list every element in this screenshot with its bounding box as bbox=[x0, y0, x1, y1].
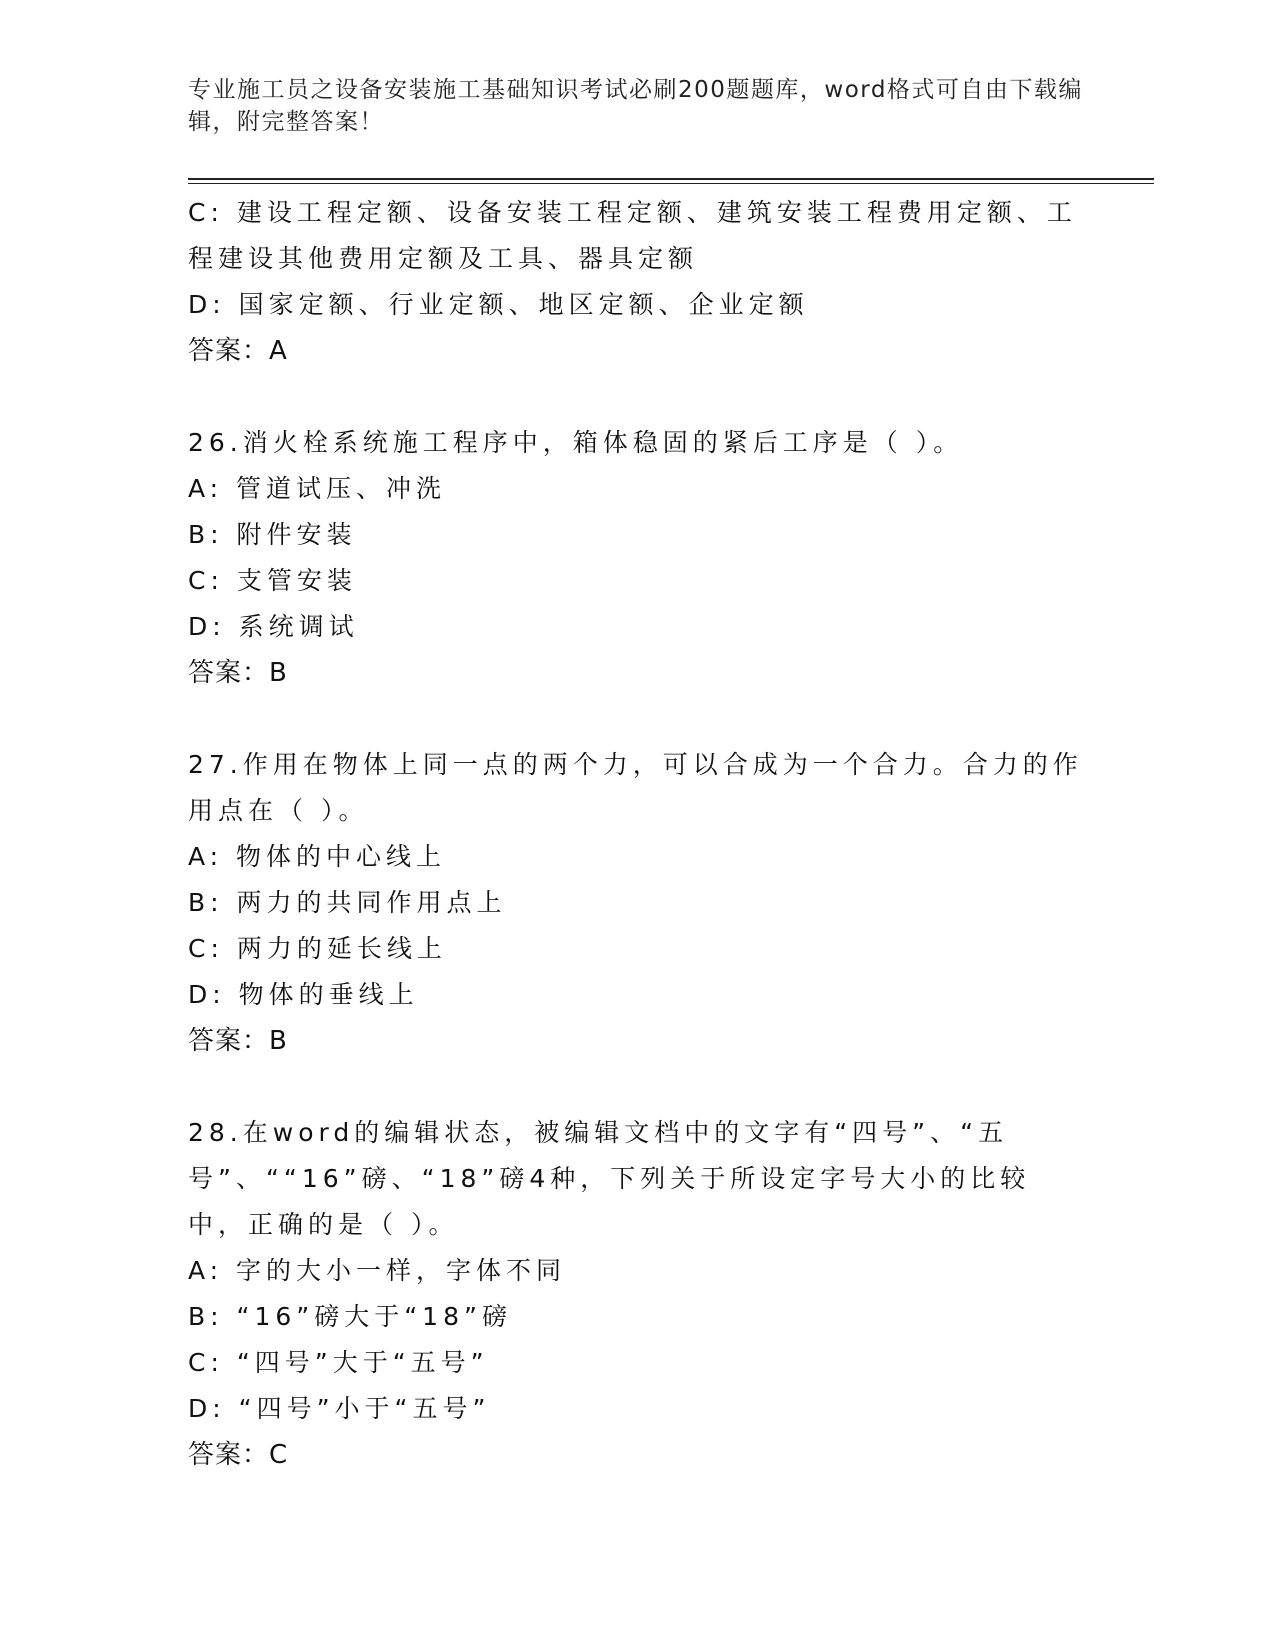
document-header: 专业施工员之设备安装施工基础知识考试必刷200题题库，word格式可自由下载编辑，附完整答案！ bbox=[188, 77, 1083, 135]
option-b: B: 附件安装 bbox=[188, 520, 357, 549]
header-rule-thin bbox=[188, 183, 1154, 184]
option-c: C: 建设工程定额、设备安装工程定额、建筑安装工程费用定额、工程建设其他费用定额及工具、器具定额 bbox=[188, 198, 1077, 273]
header-rule-thick bbox=[188, 178, 1154, 180]
question-text: 27.作用在物体上同一点的两个力，可以合成为一个合力。合力的作用点在（ ）。 bbox=[188, 750, 1083, 825]
option-c: C: “四号”大于“五号” bbox=[188, 1348, 489, 1377]
option-a: A: 物体的中心线上 bbox=[188, 842, 447, 871]
option-d: D: 物体的垂线上 bbox=[188, 980, 419, 1009]
question-text: 28.在word的编辑状态，被编辑文档中的文字有“四号”、“五号”、““16”磅、“18”磅4种，下列关于所设定字号大小的比较中，正确的是（ ）。 bbox=[188, 1118, 1031, 1239]
question-block-26 bbox=[188, 420, 1088, 696]
spacer bbox=[188, 696, 1088, 742]
question-block-27 bbox=[188, 742, 1088, 1064]
option-b: B: 两力的共同作用点上 bbox=[188, 888, 507, 917]
option-a: A: 字的大小一样，字体不同 bbox=[188, 1256, 567, 1285]
spacer bbox=[188, 1064, 1088, 1110]
option-a: A: 管道试压、冲洗 bbox=[188, 474, 447, 503]
question-list bbox=[188, 190, 1088, 1478]
question-block-25 bbox=[188, 190, 1088, 374]
option-c: C: 两力的延长线上 bbox=[188, 934, 447, 963]
option-d: D: 系统调试 bbox=[188, 612, 359, 641]
option-b: B: “16”磅大于“18”磅 bbox=[188, 1302, 512, 1331]
spacer bbox=[188, 374, 1088, 420]
answer-line: 答案：B bbox=[188, 1026, 288, 1056]
option-c: C: 支管安装 bbox=[188, 566, 357, 595]
question-text: 26.消火栓系统施工程序中，箱体稳固的紧后工序是（ ）。 bbox=[188, 428, 964, 457]
answer-line: 答案：A bbox=[188, 336, 288, 366]
answer-line: 答案：C bbox=[188, 1440, 289, 1470]
option-d: D: “四号”小于“五号” bbox=[188, 1394, 491, 1423]
answer-line: 答案：B bbox=[188, 658, 288, 688]
question-block-28 bbox=[188, 1110, 1088, 1478]
option-d: D: 国家定额、行业定额、地区定额、企业定额 bbox=[188, 290, 809, 319]
